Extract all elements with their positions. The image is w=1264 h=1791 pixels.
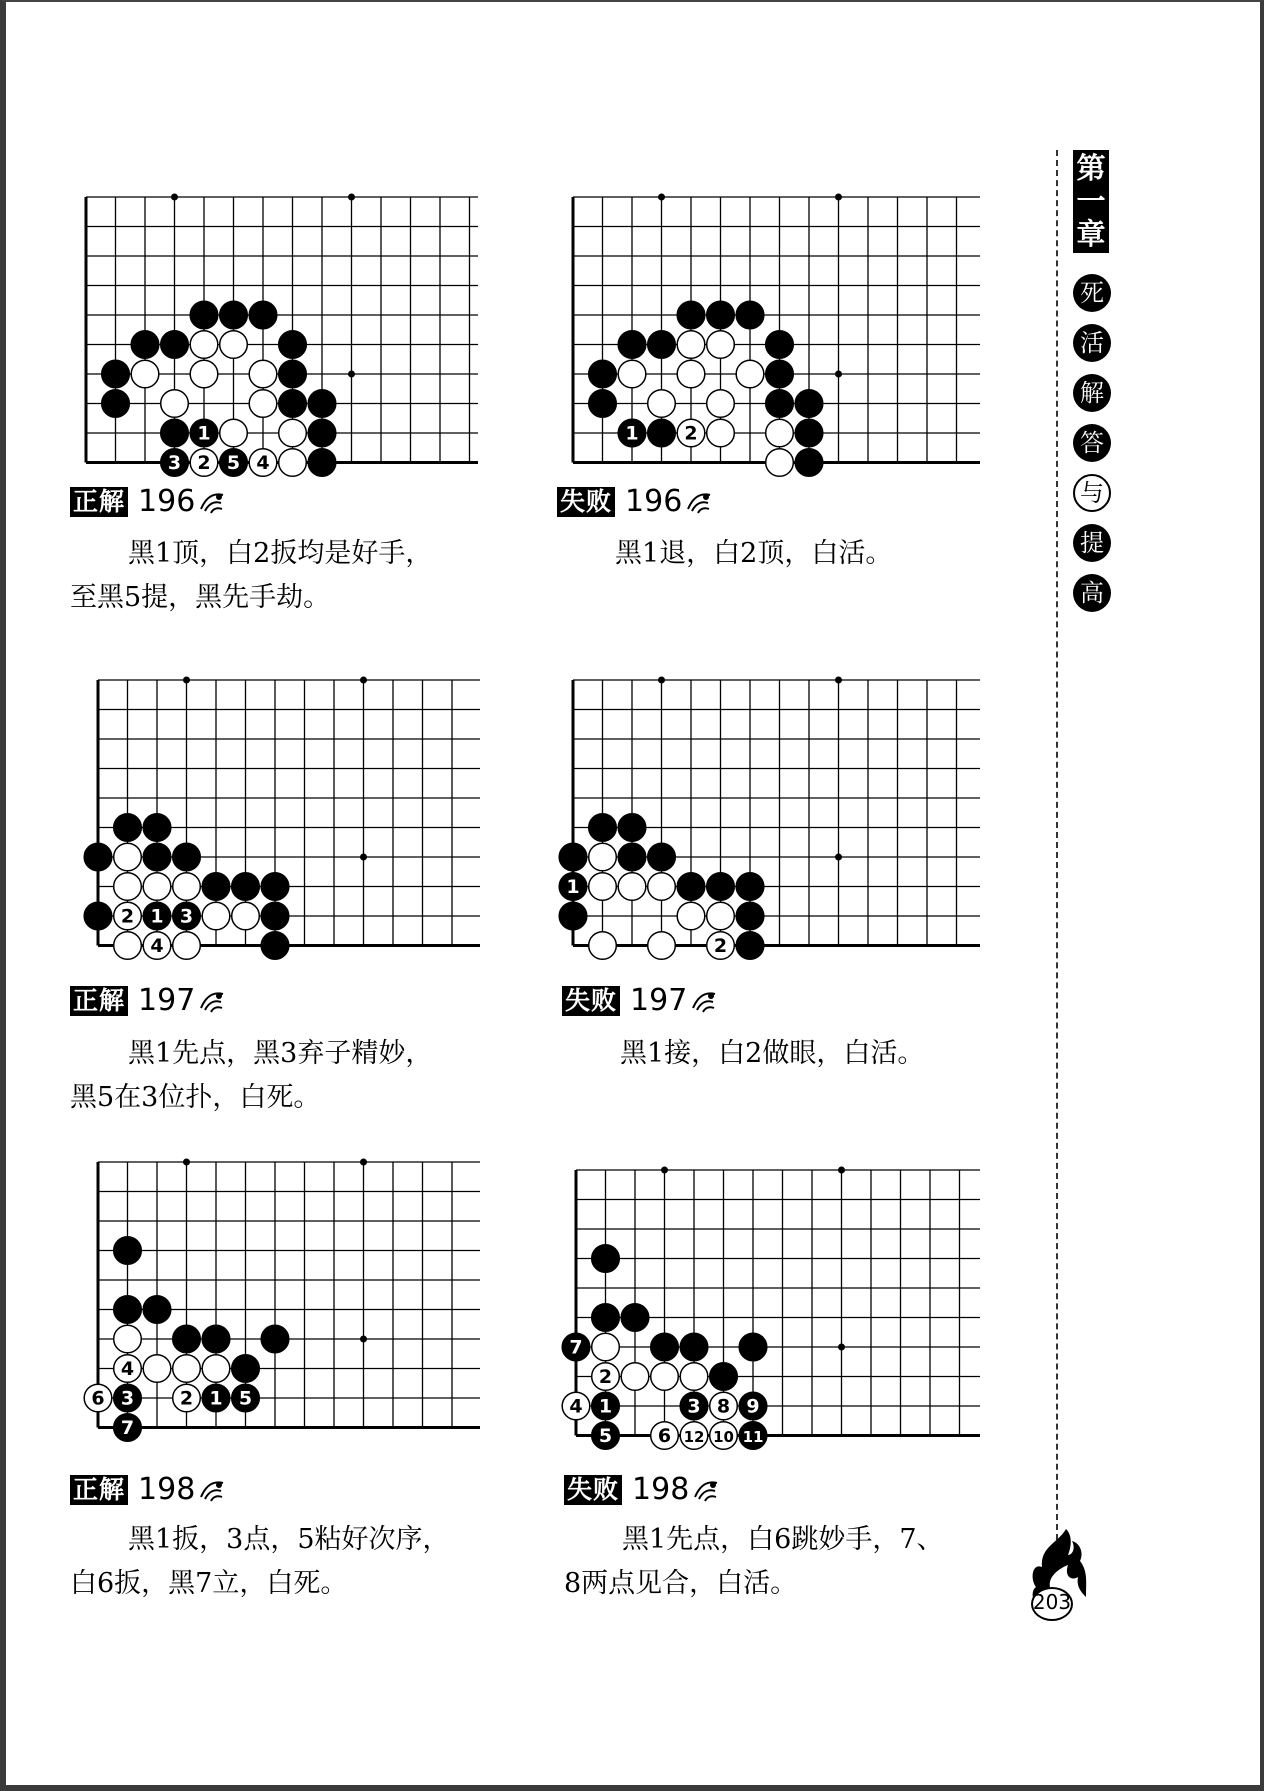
- star-point: [835, 854, 842, 861]
- board-196-failure: [557, 185, 982, 467]
- white-stone: [202, 902, 230, 930]
- star-point: [661, 1167, 668, 1174]
- label-196-correct: [70, 484, 227, 519]
- white-stone: [618, 873, 646, 901]
- black-stone: [559, 843, 587, 871]
- answer-tag: 失败: [562, 986, 620, 1016]
- white-stone: [766, 449, 794, 477]
- star-point: [835, 194, 842, 201]
- chapter-title-char: 与: [1073, 474, 1111, 512]
- white-stone: [190, 360, 218, 388]
- move-number: 8: [716, 1395, 731, 1418]
- black-stone: [161, 331, 189, 359]
- label-196-failure: [557, 484, 714, 519]
- black-stone: [592, 1304, 620, 1332]
- chapter-title-char: 提: [1073, 524, 1111, 562]
- black-stone: [279, 390, 307, 418]
- white-stone: [736, 360, 764, 388]
- board-197-correct: [82, 668, 482, 957]
- problem-number: 197: [630, 983, 688, 1018]
- white-stone: [279, 449, 307, 477]
- board-196-correct: [70, 185, 480, 474]
- move-number: 1: [150, 905, 164, 928]
- white-stone: [677, 902, 705, 930]
- answer-tag: 正解: [70, 1475, 128, 1505]
- white-stone: [114, 1325, 142, 1353]
- white-stone: [707, 902, 735, 930]
- white-stone: [589, 843, 617, 871]
- white-stone: [161, 390, 189, 418]
- star-point: [835, 677, 842, 684]
- label-197-correct: [70, 983, 227, 1018]
- white-stone: [232, 902, 260, 930]
- white-stone: [249, 360, 277, 388]
- caption-line: 黑1先点，白6跳妙手，7、: [622, 1524, 944, 1555]
- problem-number: 197: [138, 983, 196, 1018]
- black-stone: [736, 902, 764, 930]
- black-stone: [795, 419, 823, 447]
- white-stone: [249, 390, 277, 418]
- white-stone: [143, 1355, 171, 1383]
- move-number: 1: [598, 1395, 613, 1418]
- move-number: 3: [120, 1387, 135, 1410]
- move-number: 1: [566, 876, 580, 898]
- move-number: 3: [687, 1395, 701, 1418]
- board-197-failure: [557, 668, 982, 957]
- black-stone: [710, 1363, 738, 1391]
- black-stone: [308, 390, 336, 418]
- move-number: 11: [742, 1428, 764, 1446]
- black-stone: [261, 902, 289, 930]
- black-stone: [766, 360, 794, 388]
- black-stone: [202, 1325, 230, 1353]
- star-point: [183, 1159, 190, 1166]
- caption-196-correct: [70, 532, 500, 620]
- caption-line: 黑1接，白2做眼，白活。: [620, 1038, 925, 1069]
- black-stone: [559, 902, 587, 930]
- white-stone: [592, 1333, 620, 1361]
- white-stone: [173, 1355, 201, 1383]
- black-stone: [651, 1333, 679, 1361]
- black-stone: [279, 360, 307, 388]
- star-point: [835, 371, 842, 378]
- problem-number: 198: [632, 1472, 690, 1507]
- white-stone: [173, 873, 201, 901]
- move-number: 4: [569, 1395, 583, 1418]
- black-stone: [736, 873, 764, 901]
- black-stone: [202, 873, 230, 901]
- answer-tag: 失败: [557, 487, 615, 517]
- star-point: [658, 677, 665, 684]
- black-stone: [618, 843, 646, 871]
- star-point: [348, 371, 355, 378]
- white-stone: [589, 873, 617, 901]
- board-grid: [576, 1170, 980, 1436]
- board-grid: [98, 1162, 480, 1428]
- caption-line: 8两点见合，白活。: [564, 1568, 798, 1599]
- black-stone: [173, 843, 201, 871]
- black-stone: [114, 1237, 142, 1265]
- black-stone: [249, 301, 277, 329]
- caption-line: 黑5在3位扑，白死。: [70, 1082, 321, 1113]
- white-stone: [621, 1363, 649, 1391]
- black-stone: [766, 390, 794, 418]
- star-point: [360, 1159, 367, 1166]
- black-stone: [161, 419, 189, 447]
- white-stone: [648, 932, 676, 960]
- black-stone: [589, 360, 617, 388]
- page-number: 203: [1032, 1590, 1072, 1614]
- white-stone: [680, 1363, 708, 1391]
- label-198-correct: [70, 1472, 227, 1507]
- move-number: 7: [120, 1417, 135, 1439]
- black-stone: [114, 814, 142, 842]
- ornament-icon: [684, 487, 714, 517]
- chapter-title-char: 活: [1073, 324, 1111, 362]
- black-stone: [736, 932, 764, 960]
- black-stone: [131, 331, 159, 359]
- white-stone: [114, 932, 142, 960]
- black-stone: [232, 1355, 260, 1383]
- move-number: 12: [683, 1428, 705, 1446]
- problem-number: 196: [138, 484, 196, 519]
- move-number: 2: [179, 1387, 194, 1410]
- chapter-title-char: 死: [1073, 274, 1111, 312]
- black-stone: [707, 301, 735, 329]
- star-point: [838, 1344, 845, 1351]
- chapter-char: 一: [1076, 184, 1106, 218]
- black-stone: [143, 1296, 171, 1324]
- caption-198-correct: [70, 1518, 500, 1606]
- caption-line: 黑1顶，白2扳均是好手，: [128, 538, 433, 569]
- move-number: 1: [197, 422, 211, 445]
- move-number: 7: [569, 1336, 583, 1359]
- white-stone: [220, 419, 248, 447]
- white-stone: [648, 873, 676, 901]
- black-stone: [308, 419, 336, 447]
- black-stone: [589, 814, 617, 842]
- black-stone: [707, 873, 735, 901]
- caption-line: 黑1退，白2顶，白活。: [615, 538, 893, 569]
- caption-196-failure: [557, 532, 987, 576]
- caption-line: 至黑5提，黑先手劫。: [70, 582, 331, 613]
- chapter-title-char: 高: [1073, 574, 1111, 612]
- chapter-title-char: 解: [1073, 374, 1111, 412]
- star-point: [838, 1167, 845, 1174]
- black-stone: [261, 873, 289, 901]
- board-grid: [86, 197, 478, 463]
- black-stone: [190, 301, 218, 329]
- black-stone: [173, 1325, 201, 1353]
- problem-number: 196: [625, 484, 683, 519]
- move-number: 6: [91, 1387, 105, 1410]
- move-number: 4: [256, 452, 270, 474]
- problem-number: 198: [138, 1472, 196, 1507]
- black-stone: [648, 331, 676, 359]
- star-point: [171, 194, 178, 201]
- white-stone: [220, 331, 248, 359]
- white-stone: [651, 1363, 679, 1391]
- white-stone: [589, 932, 617, 960]
- black-stone: [102, 360, 130, 388]
- move-number: 5: [238, 1387, 253, 1410]
- white-stone: [173, 932, 201, 960]
- black-stone: [308, 449, 336, 477]
- white-stone: [707, 331, 735, 359]
- star-point: [360, 1336, 367, 1343]
- move-number: 9: [746, 1395, 760, 1418]
- white-stone: [677, 331, 705, 359]
- label-197-failure: [562, 983, 719, 1018]
- move-number: 2: [713, 935, 728, 957]
- move-number: 1: [625, 422, 639, 445]
- black-stone: [648, 843, 676, 871]
- white-stone: [143, 873, 171, 901]
- answer-tag: 正解: [70, 986, 128, 1016]
- caption-line: 白6扳，黑7立，白死。: [70, 1568, 348, 1599]
- star-point: [360, 854, 367, 861]
- caption-197-failure: [562, 1032, 992, 1076]
- ornament-icon: [691, 1475, 721, 1505]
- black-stone: [84, 902, 112, 930]
- black-stone: [102, 390, 130, 418]
- black-stone: [677, 301, 705, 329]
- move-number: 6: [657, 1425, 672, 1447]
- move-number: 2: [120, 905, 135, 928]
- answer-tag: 失败: [564, 1475, 622, 1505]
- move-number: 1: [209, 1387, 223, 1410]
- chapter-char: 第: [1076, 151, 1106, 185]
- white-stone: [707, 419, 735, 447]
- caption-197-correct: [70, 1032, 500, 1120]
- move-number: 5: [226, 452, 241, 474]
- black-stone: [677, 873, 705, 901]
- move-number: 2: [598, 1366, 613, 1388]
- move-number: 3: [179, 905, 194, 928]
- white-stone: [707, 390, 735, 418]
- black-stone: [618, 331, 646, 359]
- ornament-icon: [197, 487, 227, 517]
- move-number: 10: [713, 1428, 734, 1446]
- black-stone: [220, 301, 248, 329]
- move-number: 4: [120, 1358, 135, 1380]
- black-stone: [279, 331, 307, 359]
- move-number: 2: [197, 452, 211, 474]
- white-stone: [131, 360, 159, 388]
- ornament-icon: [197, 1475, 227, 1505]
- black-stone: [648, 419, 676, 447]
- board-grid: [573, 680, 980, 946]
- black-stone: [618, 814, 646, 842]
- move-number: 3: [167, 452, 182, 474]
- black-stone: [795, 449, 823, 477]
- black-stone: [736, 301, 764, 329]
- caption-line: 黑1先点，黑3弃子精妙，: [128, 1038, 433, 1069]
- black-stone: [261, 1325, 289, 1353]
- move-number: 5: [598, 1425, 613, 1447]
- white-stone: [648, 390, 676, 418]
- caption-198-failure: [564, 1518, 994, 1606]
- black-stone: [766, 331, 794, 359]
- side-dashed-rule: [1056, 150, 1058, 1540]
- black-stone: [232, 873, 260, 901]
- black-stone: [143, 843, 171, 871]
- white-stone: [766, 419, 794, 447]
- ornament-icon: [197, 986, 227, 1016]
- white-stone: [114, 843, 142, 871]
- black-stone: [739, 1333, 767, 1361]
- black-stone: [261, 932, 289, 960]
- star-point: [658, 194, 665, 201]
- board-198-failure: [560, 1158, 982, 1447]
- black-stone: [680, 1333, 708, 1361]
- white-stone: [279, 419, 307, 447]
- black-stone: [143, 814, 171, 842]
- black-stone: [621, 1304, 649, 1332]
- black-stone: [795, 390, 823, 418]
- black-stone: [84, 843, 112, 871]
- star-point: [348, 194, 355, 201]
- move-number: 4: [150, 935, 164, 957]
- white-stone: [677, 360, 705, 388]
- black-stone: [589, 390, 617, 418]
- black-stone: [592, 1245, 620, 1273]
- caption-line: 黑1扳，3点，5粘好次序，: [128, 1524, 450, 1555]
- star-point: [360, 677, 367, 684]
- chapter-title-char: 答: [1073, 424, 1111, 462]
- white-stone: [114, 873, 142, 901]
- ornament-icon: [689, 986, 719, 1016]
- black-stone: [114, 1296, 142, 1324]
- label-198-failure: [564, 1472, 721, 1507]
- chapter-heading: [1073, 150, 1109, 253]
- board-198-correct: [82, 1150, 482, 1438]
- chapter-char: 章: [1076, 217, 1106, 251]
- star-point: [183, 677, 190, 684]
- white-stone: [190, 331, 218, 359]
- white-stone: [618, 360, 646, 388]
- move-number: 2: [684, 422, 698, 445]
- white-stone: [202, 1355, 230, 1383]
- answer-tag: 正解: [70, 487, 128, 517]
